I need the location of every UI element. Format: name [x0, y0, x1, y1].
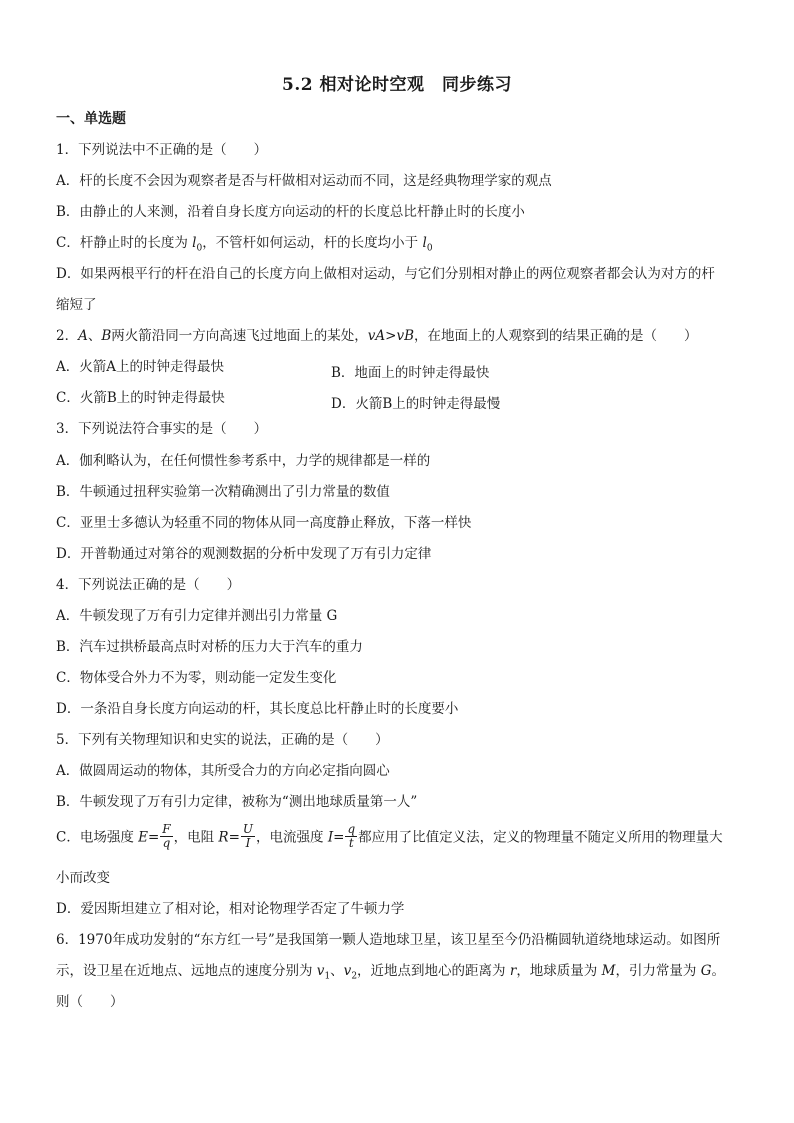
q3-option-c: C．亚里士多德认为轻重不同的物体从同一高度静止释放，下落一样快	[56, 515, 472, 531]
q5-option-b: B．牛顿发现了万有引力定律，被称为“测出地球质量第一人”	[56, 794, 418, 810]
q3-stem: 3．下列说法符合事实的是（ ）	[56, 421, 268, 437]
q4-option-b: B．汽车过拱桥最高点时对桥的压力大于汽车的重力	[56, 639, 363, 655]
q3-option-b: B．牛顿通过扭秤实验第一次精确测出了引力常量的数值	[56, 484, 390, 500]
q5-option-c-cont: 小而改变	[56, 870, 110, 886]
formula-e-fraction: $\frac{F}{q}$	[162, 822, 171, 850]
q1-option-b: B．由静止的人来测，沿着自身长度方向运动的杆的长度总比杆静止时的长度小	[56, 204, 525, 220]
q3-option-d: D．开普勒通过对第谷的观测数据的分析中发现了万有引力定律	[56, 546, 432, 562]
q4-stem: 4．下列说法正确的是（ ）	[56, 577, 241, 593]
q2-option-a: A．火箭A上的时钟走得最快	[56, 359, 224, 375]
q1-option-c: C．杆静止时的长度为 $l_0$，不管杆如何运动，杆的长度均小于 $l_0$	[56, 235, 433, 254]
q1-option-d: D．如果两根平行的杆在沿自己的长度方向上做相对运动，与它们分别相对静止的两位观察者都会认为对方的杆	[56, 266, 715, 282]
page-title: 5.2 相对论时空观 同步练习	[282, 75, 512, 95]
q2-option-b: B．地面上的时钟走得最快	[331, 365, 490, 381]
formula-r-fraction: $\frac{U}{I}$	[242, 822, 254, 850]
q2-option-d: D．火箭B上的时钟走得最慢	[331, 396, 501, 412]
q5-option-d: D．爱因斯坦建立了相对论，相对论物理学否定了牛顿力学	[56, 901, 405, 917]
q2-option-c: C．火箭B上的时钟走得最快	[56, 390, 225, 406]
q4-option-a: A．牛顿发现了万有引力定律并测出引力常量 G	[56, 608, 338, 624]
q6-stem-line1: 6．1970年成功发射的“东方红一号”是我国第一颗人造地球卫星，该卫星至今仍沿椭圆轨道绕地球运动。如图所	[56, 932, 721, 948]
formula-i-fraction: $\frac{q}{t}$	[347, 822, 356, 850]
q5-option-c: C．电场强度 E= $\frac{F}{q}$ ，电阻 R= $\frac{U}{I}$ ，电流强度 I= $\frac{q}{t}$ 都应用了比值定义法，定义的物理量不随定义所用的物理量大	[56, 822, 723, 850]
q1-stem: 1．下列说法中不正确的是（ ）	[56, 142, 268, 158]
q5-stem: 5．下列有关物理知识和史实的说法，正确的是（ ）	[56, 732, 389, 748]
q6-stem-line2: 示，设卫星在近地点、远地点的速度分别为 $v_1$、$v_2$，近地点到地心的距离为 r，地球质量为 M，引力常量为 G。	[56, 963, 726, 982]
q5-option-a: A．做圆周运动的物体，其所受合力的方向必定指向圆心	[56, 763, 390, 779]
q4-option-c: C．物体受合外力不为零，则动能一定发生变化	[56, 670, 337, 686]
q6-stem-line3: 则（ ）	[56, 994, 124, 1010]
section-heading: 一、单选题	[56, 111, 126, 127]
q2-stem: 2．A、B两火箭沿同一方向高速飞过地面上的某处，vA>vB，在地面上的人观察到的结果正确的是（ ）	[56, 328, 698, 344]
q1-option-a: A．杆的长度不会因为观察者是否与杆做相对运动而不同，这是经典物理学家的观点	[56, 173, 552, 189]
q3-option-a: A．伽利略认为，在任何惯性参考系中，力学的规律都是一样的	[56, 453, 431, 469]
q1-option-d-cont: 缩短了	[56, 297, 97, 313]
q4-option-d: D．一条沿自身长度方向运动的杆，其长度总比杆静止时的长度要小	[56, 701, 459, 717]
